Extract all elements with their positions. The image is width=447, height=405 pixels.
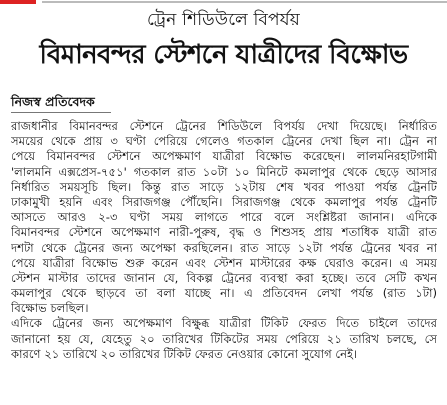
top-rule (0, 0, 447, 4)
body-line: পেয়ে বিমানবন্দর স্টেশনে অপেক্ষমাণ যাত্রীরা বিক্ষোভ করেছেন। লালমনিরহাটগামী (11, 149, 437, 164)
body-line: বিক্ষোভ চলছিল। (11, 301, 89, 316)
article-body (11, 119, 437, 362)
body-line: স্টেশন মাস্টার তাদের জানান যে, বিকল্প ট্রেনের ব্যবস্থা করা হচ্ছে। তবে সেটি কখন (11, 270, 437, 285)
top-rule-accent (0, 0, 36, 4)
body-line: বিমানবন্দর স্টেশনে অপেক্ষমাণ নারী-পুরুষ, বৃদ্ধ ও শিশুসহ প্রায় শতাধিক যাত্রী রাত (11, 225, 437, 240)
body-line: এদিকে ট্রেনের জন্য অপেক্ষমাণ বিক্ষুব্ধ যাত্রীরা টিকিট ফেরত দিতে চাইলে তাদের (11, 316, 437, 331)
article-byline: নিজস্ব প্রতিবেদক (11, 94, 95, 109)
body-line: ঢাকামুখী হয়নি এবং সিরাজগঞ্জ পৌঁছেনি। সিরাজগঞ্জ থেকে কমলাপুর পর্যন্ত ট্রেনটি (11, 194, 437, 209)
body-line: সময়ের থেকে প্রায় ৩ ঘণ্টা পেরিয়ে গেলেও গতকাল ট্রেনের দেখা ছিল না। ট্রেন না (11, 134, 437, 149)
body-line: নির্ধারিত সময়সূচি ছিল। কিন্তু রাত সাড়ে ১২টায় শেষ খবর পাওয়া পর্যন্ত ট্রেনটি (11, 179, 437, 194)
body-line: 'লালমনি এক্সপ্রেস-৭৫১' গতকাল রাত ১০টা ১০ মিনিটে কমলাপুর থেকে ছেড়ে আসার (11, 164, 437, 179)
body-line: কারণে ২১ তারিখে ২০ তারিখের টিকিট ফেরত নেওয়ার কোনো সুযোগ নেই। (11, 346, 358, 361)
body-line: পেয়ে যাত্রীরা বিক্ষোভ শুরু করেন এবং স্টেশন মাস্টারের কক্ষ ঘেরাও করেন। এ সময় (11, 255, 437, 270)
body-line: কমলাপুর থেকে ছাড়বে তা বলা যাচ্ছে না। এ প্রতিবেদন লেখা পর্যন্ত (রাত ১টা) (11, 286, 437, 301)
body-line: দশটা থেকে ট্রেনের জন্য অপেক্ষা করছিলেন। রাত সাড়ে ১২টা পর্যন্ত ট্রেনের খবর না (11, 240, 437, 255)
body-line: আসতে আরও ২-৩ ঘণ্টা সময় লাগতে পারে বলে সংশ্লিষ্টরা জানান। এদিকে (11, 210, 437, 225)
top-rule-line (42, 1, 447, 3)
byline-underline (11, 112, 111, 113)
article-headline: বিমানবন্দর স্টেশনে যাত্রীদের বিক্ষোভ (39, 40, 408, 70)
body-line: জানানো হয় যে, যেহেতু ২০ তারিখের টিকিটের সময় পেরিয়ে ২১ তারিখ চলছে, সে (11, 331, 437, 346)
body-line: রাজধানীর বিমানবন্দর স্টেশনে ট্রেনের শিডিউলে বিপর্যয় দেখা দিয়েছে। নির্ধারিত (11, 119, 437, 133)
article-kicker: ট্রেন শিডিউলে বিপর্যয় (146, 10, 301, 30)
